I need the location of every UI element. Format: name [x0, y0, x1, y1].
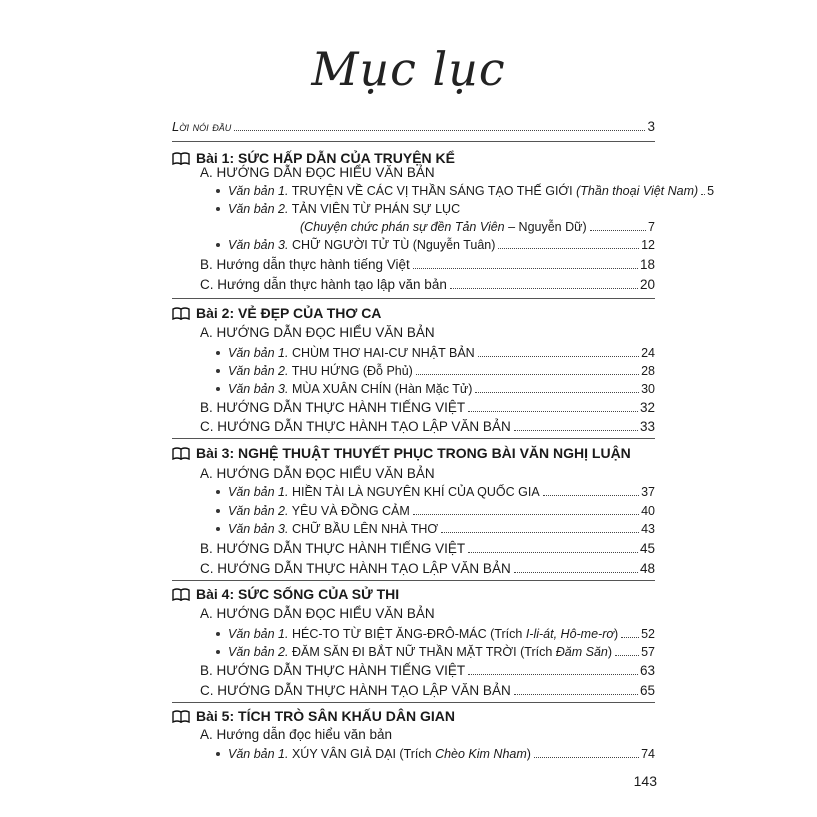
toc-entry-text[interactable]: Văn bản 2. ĐĂM SĂN ĐI BẮT NỮ THẦN MẶT TRỜI (Trích Đăm Săn) 57 [216, 643, 655, 661]
leader-dots [475, 391, 639, 393]
entry-page: 48 [639, 561, 655, 576]
leader-dots [450, 287, 638, 289]
lesson-title: Bài 5: TÍCH TRÒ SÂN KHẤU DÂN GIAN [196, 708, 456, 724]
leader-dots [468, 551, 638, 553]
toc-entry-text[interactable]: Văn bản 2. THU HỨNG (Đỗ Phủ) 28 [216, 362, 655, 380]
entry-page: 40 [641, 504, 655, 518]
entry-page: 28 [641, 364, 655, 378]
entry-page: 12 [641, 238, 655, 252]
section-b[interactable]: B. HƯỚNG DẪN THỰC HÀNH TIẾNG VIỆT 45 [200, 541, 655, 556]
bullet-icon [216, 351, 220, 355]
toc-entry-text[interactable]: Văn bản 3. MÙA XUÂN CHÍN (Hàn Mặc Tử) 30 [216, 380, 655, 398]
bullet-icon [216, 527, 220, 531]
entry-page: 24 [641, 346, 655, 360]
leader-dots [621, 636, 639, 638]
bullet-icon [216, 189, 220, 193]
bullet-icon [216, 509, 220, 513]
entry-page: 74 [641, 747, 655, 761]
lesson-title: Bài 3: NGHỆ THUẬT THUYẾT PHỤC TRONG BÀI VĂN NGHỊ LUẬN [196, 445, 631, 461]
toc-entry-text[interactable]: Văn bản 1. HÉC-TO TỪ BIỆT ĂNG-ĐRÔ-MÁC (Trích I-li-át, Hô-me-rơ) 52 [216, 625, 655, 643]
divider [172, 702, 655, 703]
leader-dots [478, 355, 639, 357]
page-title: Mục lục [311, 42, 506, 96]
leader-dots [468, 673, 638, 675]
book-icon [172, 710, 190, 723]
bullet-icon [216, 369, 220, 373]
entry-page: 7 [648, 220, 655, 234]
entry-label: Lời nói đầu [172, 119, 232, 134]
entry-page: 52 [641, 627, 655, 641]
entry-page: 5 [707, 184, 715, 198]
section-label: A. HƯỚNG DẪN ĐỌC HIỂU VĂN BẢN [200, 165, 435, 180]
section-b[interactable]: B. HƯỚNG DẪN THỰC HÀNH TIẾNG VIỆT 32 [200, 400, 655, 415]
toc-entry-text[interactable]: Văn bản 1. CHÙM THƠ HAI-CƯ NHẬT BẢN 24 [216, 344, 655, 362]
lesson-heading-4[interactable] [172, 586, 399, 602]
leader-dots [413, 267, 638, 269]
lesson-heading-3[interactable] [172, 445, 631, 461]
toc-entry-text[interactable]: Văn bản 3. CHỮ NGƯỜI TỬ TÙ (Nguyễn Tuân) 12 [216, 236, 655, 254]
section-a[interactable]: A. HƯỚNG DẪN ĐỌC HIỂU VĂN BẢN [200, 325, 435, 340]
leader-dots [416, 373, 639, 375]
section-b[interactable]: B. Hướng dẫn thực hành tiếng Việt 18 [200, 257, 655, 272]
entry-page: 18 [639, 257, 655, 272]
toc-entry-text[interactable]: Văn bản 3. CHỮ BẦU LÊN NHÀ THƠ 43 [216, 520, 655, 538]
lesson-title: Bài 4: SỨC SỐNG CỦA SỬ THI [196, 586, 400, 602]
divider [172, 141, 655, 142]
lesson-title: Bài 1: SỨC HẤP DẪN CỦA TRUYỆN KỂ [196, 150, 455, 166]
section-a[interactable]: A. Hướng dẫn đọc hiểu văn bản [200, 727, 393, 742]
bullet-icon [216, 207, 220, 211]
lesson-heading-5[interactable] [172, 708, 455, 724]
section-a[interactable] [200, 164, 640, 182]
leader-dots [468, 410, 638, 412]
section-c[interactable]: C. HƯỚNG DẪN THỰC HÀNH TẠO LẬP VĂN BẢN 65 [200, 683, 655, 698]
entry-page: 32 [639, 400, 655, 415]
bullet-icon [216, 632, 220, 636]
leader-dots [413, 513, 639, 515]
book-icon [172, 307, 190, 320]
lesson-heading-2[interactable] [172, 305, 381, 321]
divider [172, 298, 655, 299]
leader-dots [543, 494, 639, 496]
toc-entry-text[interactable]: Văn bản 2. YÊU VÀ ĐỒNG CẢM 40 [216, 502, 655, 520]
entry-page: 65 [639, 683, 655, 698]
toc-entry-text[interactable]: Văn bản 2. TẢN VIÊN TỪ PHÁN SỰ LỤC [216, 200, 655, 218]
section-c[interactable]: C. Hướng dẫn thực hành tạo lập văn bản 20 [200, 277, 655, 292]
entry-page: 63 [639, 663, 655, 678]
toc-entry-intro[interactable] [172, 118, 655, 136]
leader-dots [534, 756, 639, 758]
entry-page: 37 [641, 485, 655, 499]
toc-entry-text[interactable]: Văn bản 1. XÚY VÂN GIẢ DẠI (Trích Chèo Kim Nham) 74 [216, 745, 655, 763]
bullet-icon [216, 752, 220, 756]
book-icon [172, 588, 190, 601]
toc-entry-text[interactable]: Văn bản 1. TRUYỆN VỀ CÁC VỊ THẦN SÁNG TẠO THẾ GIỚI (Thần thoại Việt Nam) 5 [216, 182, 655, 200]
lesson-title: Bài 2: VẺ ĐẸP CỦA THƠ CA [196, 305, 382, 321]
section-a[interactable]: A. HƯỚNG DẪN ĐỌC HIỂU VĂN BẢN [200, 466, 435, 481]
toc-entry-subtitle[interactable]: (Chuyện chức phán sự đền Tản Viên – Nguyễn Dữ) 7 [300, 220, 655, 234]
book-icon [172, 152, 190, 165]
entry-page: 20 [639, 277, 655, 292]
bullet-icon [216, 243, 220, 247]
entry-page: 30 [641, 382, 655, 396]
section-b[interactable]: B. HƯỚNG DẪN THỰC HÀNH TIẾNG VIỆT 63 [200, 663, 655, 678]
entry-page: 43 [641, 522, 655, 536]
leader-dots [498, 247, 639, 249]
leader-dots [514, 429, 638, 431]
page-number: 143 [633, 773, 657, 789]
toc-entry-text[interactable]: Văn bản 1. HIỀN TÀI LÀ NGUYÊN KHÍ CỦA QUỐC GIA 37 [216, 483, 655, 501]
leader-dots [514, 693, 638, 695]
book-icon [172, 447, 190, 460]
entry-page: 33 [639, 419, 655, 434]
leader-dots [590, 229, 646, 231]
divider [172, 580, 655, 581]
entry-page: 45 [639, 541, 655, 556]
bullet-icon [216, 490, 220, 494]
leader-dots [615, 654, 639, 656]
section-c[interactable]: C. HƯỚNG DẪN THỰC HÀNH TẠO LẬP VĂN BẢN 48 [200, 561, 655, 576]
divider [172, 438, 655, 439]
section-a[interactable]: A. HƯỚNG DẪN ĐỌC HIỂU VĂN BẢN [200, 606, 435, 621]
leader-dots [701, 193, 705, 195]
entry-page: 3 [647, 119, 655, 134]
leader-dots [441, 531, 639, 533]
leader-dots [514, 571, 638, 573]
leader-dots [234, 129, 645, 131]
bullet-icon [216, 387, 220, 391]
bullet-icon [216, 650, 220, 654]
entry-page: 57 [641, 645, 655, 659]
section-c[interactable]: C. HƯỚNG DẪN THỰC HÀNH TẠO LẬP VĂN BẢN 33 [200, 419, 655, 434]
